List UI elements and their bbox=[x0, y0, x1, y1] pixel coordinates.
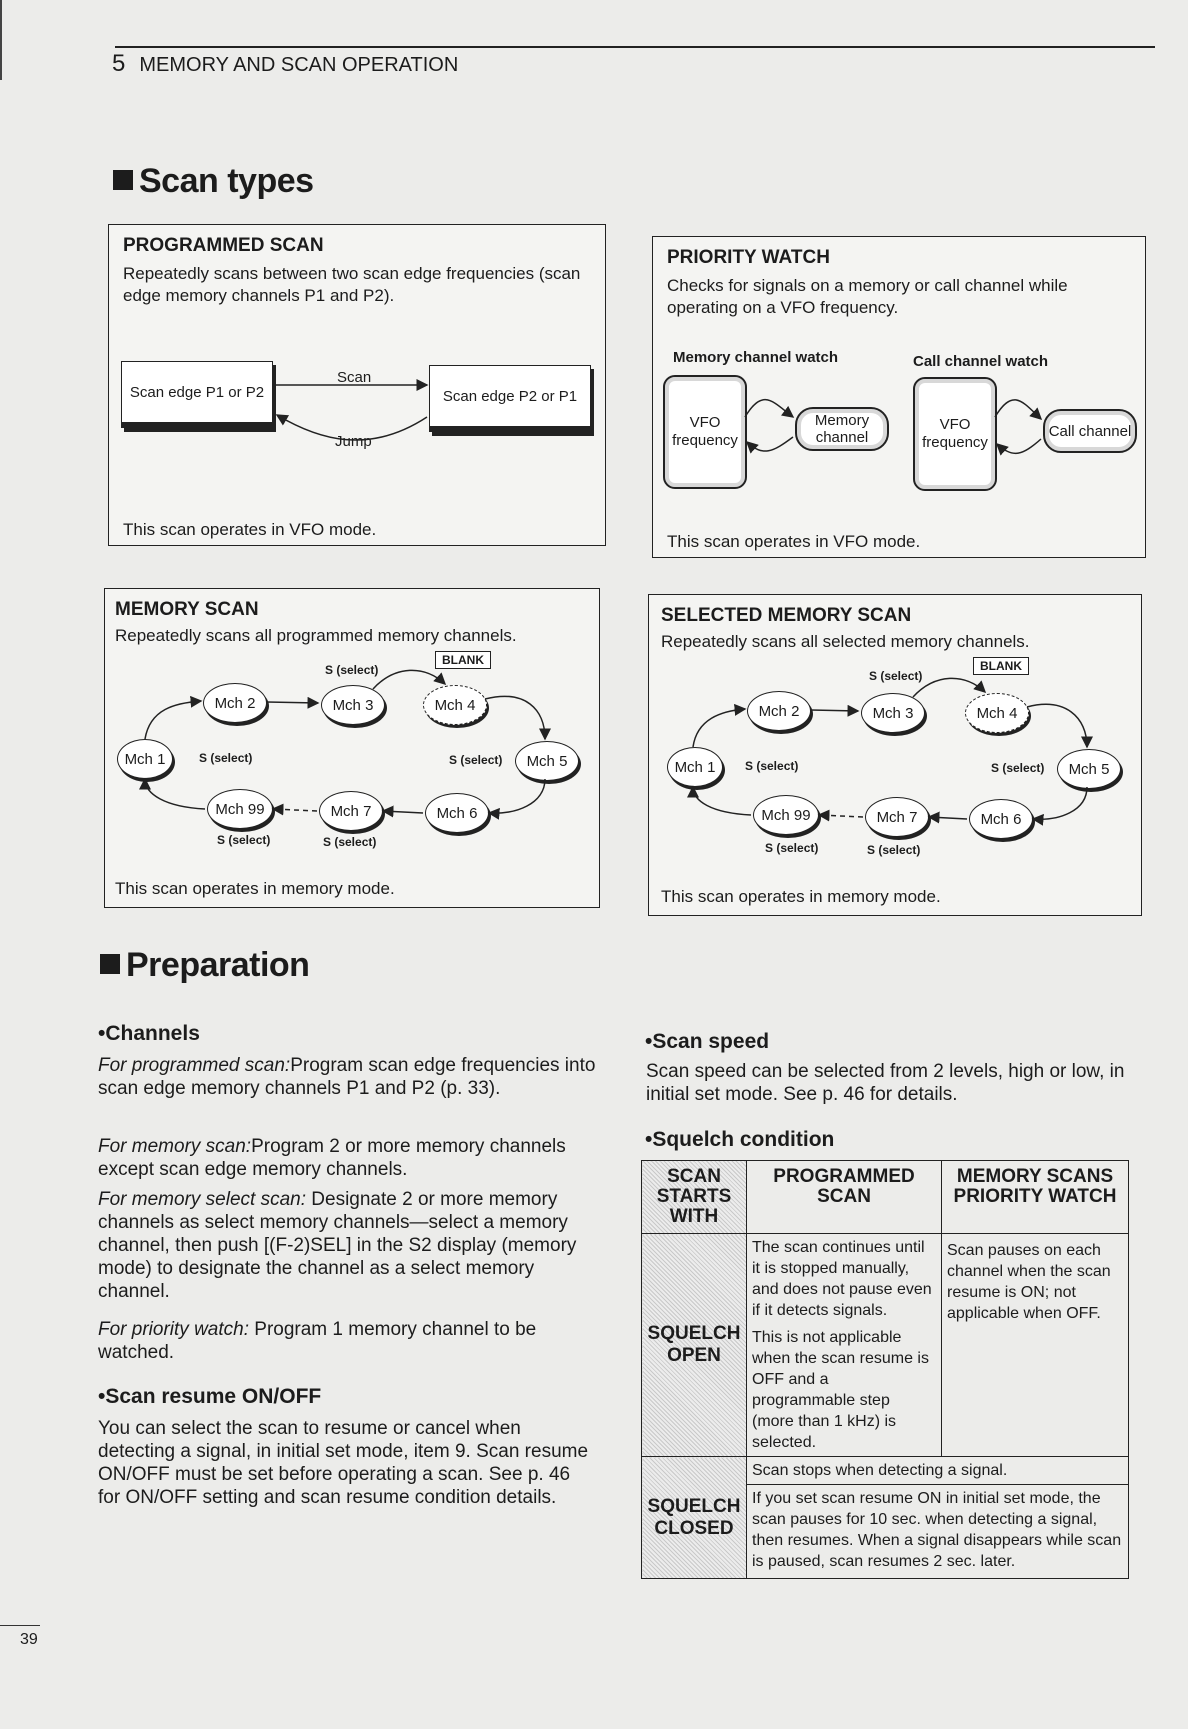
memory-channel-7-node: Mch 7 bbox=[319, 791, 383, 831]
page-number-rule bbox=[0, 1625, 40, 1626]
page-number: 39 bbox=[20, 1631, 38, 1648]
selected-mch-99-node: Mch 99 bbox=[753, 795, 819, 835]
memory-scan-prep-label: For memory scan: bbox=[98, 1136, 252, 1157]
binding-edge-line bbox=[0, 0, 2, 80]
squelch-closed-cell bbox=[747, 1457, 1129, 1579]
memory-select-scan-prep bbox=[98, 1188, 596, 1303]
selected-mch-5-node: Mch 5 bbox=[1057, 749, 1121, 789]
scan-speed-text: Scan speed can be selected from 2 levels, high or low, in initial set mode. See p. 46 for details. bbox=[646, 1061, 1125, 1105]
select-label-mch99: S (select) bbox=[217, 833, 271, 847]
priority-watch-arrows bbox=[653, 237, 1145, 557]
selected-mch-1-node: Mch 1 bbox=[667, 747, 723, 787]
memory-channel-3-node: Mch 3 bbox=[321, 685, 385, 725]
scan-label: Scan bbox=[337, 369, 372, 386]
programmed-scan-prep-text: Program scan edge frequencies into scan edge memory channels P1 and P2 (p. 33). bbox=[98, 1055, 596, 1099]
scan-types-heading bbox=[113, 162, 314, 201]
selected-select-label-mch7: S (select) bbox=[867, 843, 921, 857]
jump-label: Jump bbox=[335, 433, 372, 450]
select-label-mch7: S (select) bbox=[323, 835, 377, 849]
memory-scan-title: MEMORY SCAN bbox=[115, 599, 259, 620]
selected-blank-label: BLANK bbox=[973, 657, 1029, 675]
select-label-top: S (select) bbox=[325, 663, 379, 677]
chapter-number: 5 bbox=[112, 50, 126, 77]
squelch-closed-2: If you set scan resume ON in initial set mode, the scan pauses for 10 sec. when detecting a signal, then resumes. When a signal disappears while scan is paused, scan resumes 2 sec. later. bbox=[752, 1490, 1122, 1570]
priority-watch-prep-text: Program 1 memory channel to be watched. bbox=[98, 1319, 537, 1363]
selected-memory-scan-title: SELECTED MEMORY SCAN bbox=[661, 605, 912, 626]
scan-resume-text: You can select the scan to resume or cancel when detecting a signal, in initial set mode, item 9. Scan resume ON/OFF must be set before operating a scan. See p. 46 for ON/OFF setting and scan resume condition details. bbox=[98, 1418, 589, 1508]
square-bullet-icon bbox=[113, 170, 133, 190]
programmed-scan-prep-label: For programmed scan: bbox=[98, 1055, 291, 1076]
vfo-frequency-node-2: VFO frequency bbox=[913, 377, 997, 491]
selected-mch-6-node: Mch 6 bbox=[969, 799, 1033, 839]
squelch-condition-table bbox=[641, 1160, 1129, 1579]
scan-types-heading-text: Scan types bbox=[139, 162, 314, 200]
table-header-programmed-scan: PROGRAMMED SCAN bbox=[747, 1161, 942, 1234]
priority-watch-box bbox=[652, 236, 1146, 558]
memory-channel-99-node: Mch 99 bbox=[207, 789, 273, 829]
programmed-scan-prep bbox=[98, 1054, 596, 1100]
priority-watch-title: PRIORITY WATCH bbox=[667, 247, 830, 268]
call-channel-node: Call channel bbox=[1043, 409, 1137, 453]
selected-memory-scan-arrows bbox=[649, 595, 1141, 915]
memory-channel-6-node: Mch 6 bbox=[425, 793, 489, 833]
selected-mch-2-node: Mch 2 bbox=[747, 691, 811, 731]
programmed-scan-desc: Repeatedly scans between two scan edge frequencies (scan edge memory channels P1 and P2). bbox=[123, 264, 581, 305]
memory-channel-1-node: Mch 1 bbox=[117, 739, 173, 779]
preparation-heading bbox=[100, 946, 309, 985]
memory-channel-node: Memory channel bbox=[795, 407, 889, 451]
scan-edge-p1-box: Scan edge P1 or P2 bbox=[121, 361, 273, 428]
memory-scan-prep bbox=[98, 1135, 596, 1181]
select-label-mch5: S (select) bbox=[449, 753, 503, 767]
call-channel-watch-label: Call channel watch bbox=[913, 353, 1049, 370]
squelch-closed-1: Scan stops when detecting a signal. bbox=[747, 1457, 1128, 1485]
squelch-condition-subheading: •Squelch condition bbox=[645, 1128, 835, 1151]
blank-label: BLANK bbox=[435, 651, 491, 669]
memory-channel-watch-label: Memory channel watch bbox=[673, 349, 839, 366]
priority-watch-prep-label: For priority watch: bbox=[98, 1319, 249, 1340]
chapter-header bbox=[112, 50, 458, 78]
selected-mch-3-node: Mch 3 bbox=[861, 693, 925, 733]
memory-scan-prep-text: Program 2 or more memory channels except scan edge memory channels. bbox=[98, 1136, 566, 1180]
squelch-closed-label: SQUELCH CLOSED bbox=[642, 1457, 747, 1579]
table-header-memory-priority: MEMORY SCANS PRIORITY WATCH bbox=[942, 1161, 1129, 1234]
selected-memory-scan-desc: Repeatedly scans all selected memory channels. bbox=[661, 632, 1030, 651]
selected-mch-4-node: Mch 4 bbox=[965, 693, 1029, 733]
selected-memory-scan-footer: This scan operates in memory mode. bbox=[661, 887, 941, 906]
priority-watch-prep bbox=[98, 1318, 596, 1364]
memory-scan-desc: Repeatedly scans all programmed memory channels. bbox=[115, 626, 517, 645]
memory-scan-footer: This scan operates in memory mode. bbox=[115, 879, 395, 898]
squelch-open-memory: Scan pauses on each channel when the scan resume is ON; not applicable when OFF. bbox=[942, 1234, 1129, 1457]
header-rule bbox=[115, 46, 1155, 48]
scan-edge-p2-box: Scan edge P2 or P1 bbox=[429, 365, 591, 432]
squelch-open-programmed bbox=[747, 1234, 942, 1457]
memory-select-scan-prep-label: For memory select scan: bbox=[98, 1189, 306, 1210]
memory-channel-4-node: Mch 4 bbox=[423, 685, 487, 725]
selected-select-label-top: S (select) bbox=[869, 669, 923, 683]
programmed-scan-footer: This scan operates in VFO mode. bbox=[123, 520, 377, 539]
priority-watch-desc: Checks for signals on a memory or call channel while operating on a VFO frequency. bbox=[667, 276, 1068, 317]
scan-resume-subheading: •Scan resume ON/OFF bbox=[98, 1385, 322, 1408]
memory-channel-2-node: Mch 2 bbox=[203, 683, 267, 723]
selected-select-label-mch1: S (select) bbox=[745, 759, 799, 773]
programmed-scan-arrows bbox=[109, 225, 605, 545]
vfo-frequency-node-1: VFO frequency bbox=[663, 375, 747, 489]
priority-watch-footer: This scan operates in VFO mode. bbox=[667, 532, 921, 551]
channels-subheading: •Channels bbox=[98, 1022, 200, 1045]
squelch-open-programmed-2: This is not applicable when the scan resume is OFF and a programmable step (more than 1 kHz) is selected. bbox=[752, 1329, 929, 1451]
selected-select-label-mch99: S (select) bbox=[765, 841, 819, 855]
square-bullet-icon bbox=[100, 954, 120, 974]
squelch-open-programmed-1: The scan continues until it is stopped manually, and does not pause even if it detects signals. bbox=[752, 1239, 932, 1319]
squelch-open-label: SQUELCH OPEN bbox=[642, 1234, 747, 1457]
programmed-scan-title: PROGRAMMED SCAN bbox=[123, 235, 324, 256]
table-header-scan-starts: SCAN STARTS WITH bbox=[642, 1161, 747, 1234]
scan-speed-subheading: •Scan speed bbox=[645, 1030, 770, 1053]
memory-scan-box bbox=[104, 588, 600, 908]
select-label-mch1: S (select) bbox=[199, 751, 253, 765]
selected-select-label-mch5: S (select) bbox=[991, 761, 1045, 775]
memory-scan-arrows bbox=[105, 589, 599, 907]
chapter-title: MEMORY AND SCAN OPERATION bbox=[139, 54, 459, 76]
memory-channel-5-node: Mch 5 bbox=[515, 741, 579, 781]
preparation-heading-text: Preparation bbox=[126, 946, 310, 984]
programmed-scan-box bbox=[108, 224, 606, 546]
selected-mch-7-node: Mch 7 bbox=[865, 797, 929, 837]
selected-memory-scan-box bbox=[648, 594, 1142, 916]
memory-select-scan-prep-text: Designate 2 or more memory channels as select memory channels—select a memory channel, then push [(F-2)SEL] in the S2 display (memory mode) to designate the channel as a select memory channel. bbox=[98, 1189, 577, 1302]
